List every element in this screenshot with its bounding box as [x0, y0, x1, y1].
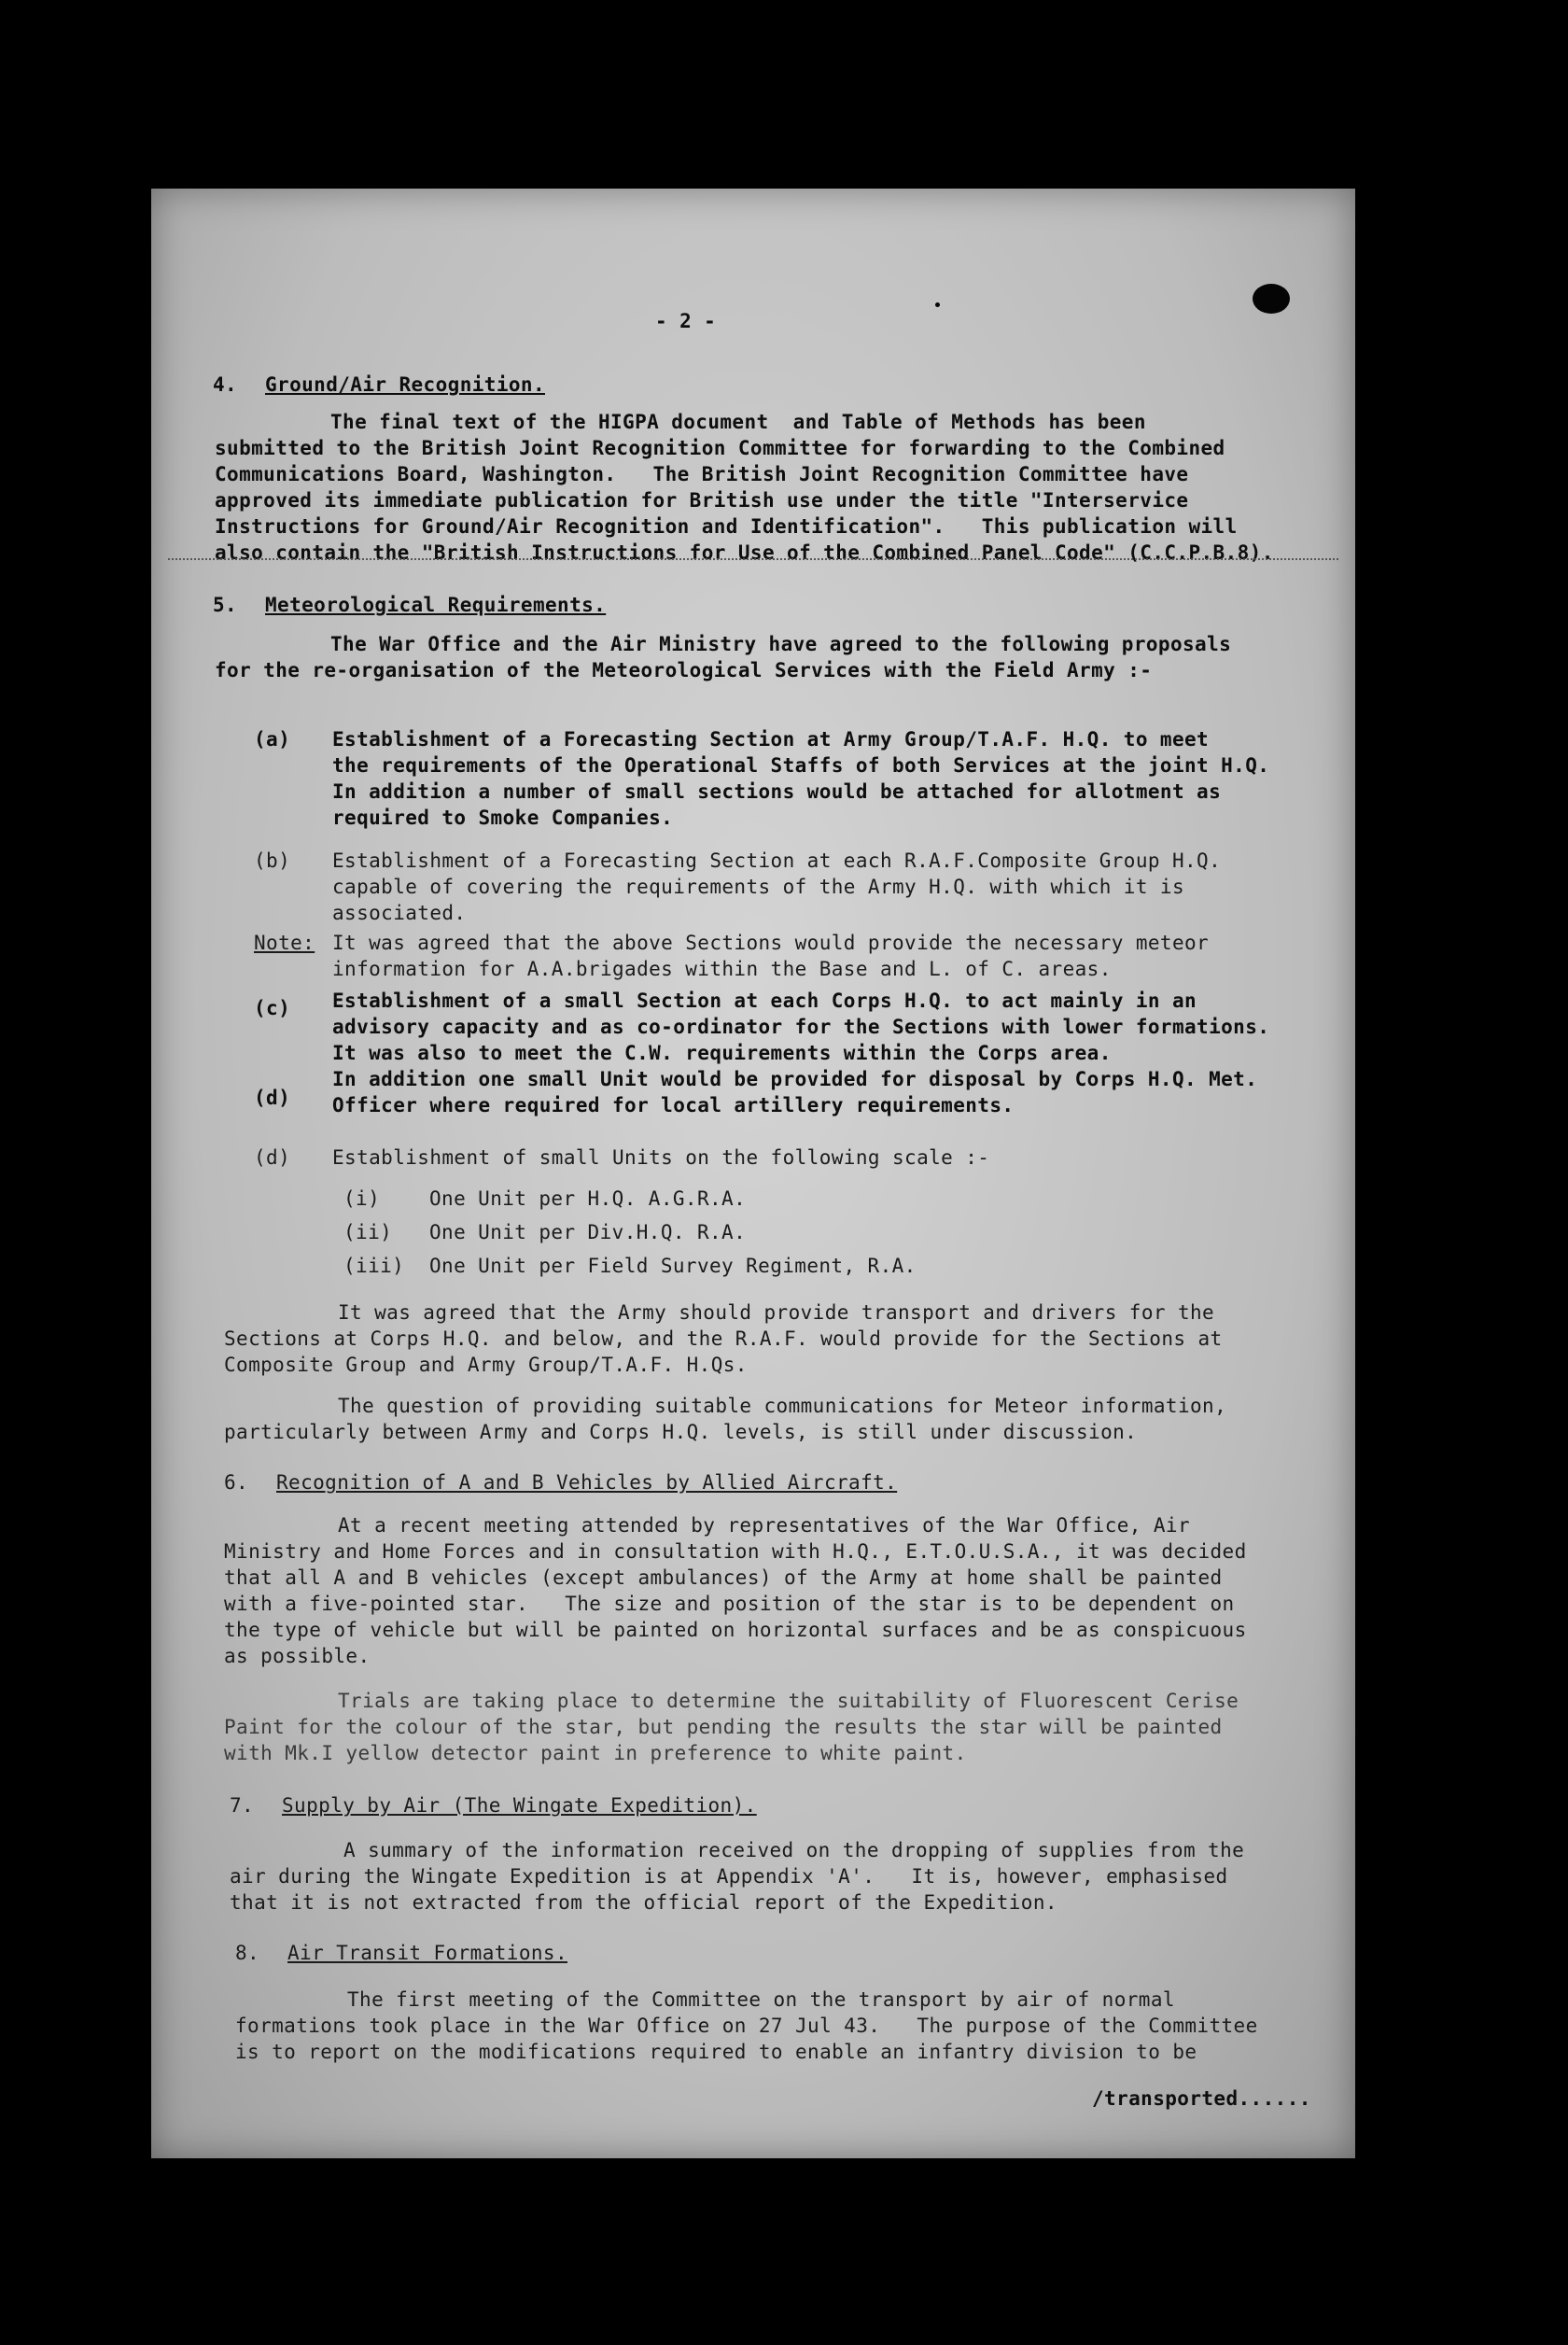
sub-item-label: (i)	[343, 1187, 381, 1210]
text-line: The War Office and the Air Ministry have agreed to the following proposals	[330, 633, 1232, 655]
section-6-number: 6.	[224, 1471, 249, 1494]
text-line: information for A.A.brigades within the Base and L. of C. areas.	[332, 958, 1112, 980]
section-8-number: 8.	[235, 1942, 260, 1964]
text-line: Communications Board, Washington. The British Joint Recognition Committee have	[215, 463, 1189, 485]
section-7-heading: Supply by Air (The Wingate Expedition).	[282, 1794, 757, 1817]
text-line: At a recent meeting attended by representatives of the War Office, Air	[338, 1514, 1191, 1537]
text-line: Paint for the colour of the star, but pending the results the star will be painted	[224, 1716, 1223, 1738]
text-line: It was also to meet the C.W. requirements within the Corps area.	[332, 1042, 1112, 1064]
item-b-label: (b)	[254, 850, 291, 872]
text-line: The first meeting of the Committee on the transport by air of normal	[347, 1988, 1175, 2011]
text-line: the requirements of the Operational Staffs of both Services at the joint H.Q.	[332, 754, 1270, 777]
text-line: The question of providing suitable communications for Meteor information,	[338, 1395, 1227, 1417]
section-5-number: 5.	[213, 594, 238, 616]
ink-blot	[1253, 284, 1290, 314]
text-line: Officer where required for local artillery requirements.	[332, 1094, 1015, 1116]
item-c-label: (c)	[254, 997, 291, 1019]
text-line: Establishment of a Forecasting Section at each R.A.F.Composite Group H.Q.	[332, 850, 1222, 872]
text-line: submitted to the British Joint Recognition Committee for forwarding to the Combined	[215, 437, 1225, 459]
item-a-label: (a)	[254, 728, 291, 751]
section-5-heading: Meteorological Requirements.	[265, 594, 607, 616]
section-6-heading: Recognition of A and B Vehicles by Allied Aircraft.	[276, 1471, 898, 1494]
sub-item-label: (ii)	[343, 1221, 393, 1243]
text-line: Trials are taking place to determine the suitability of Fluorescent Cerise	[338, 1690, 1239, 1712]
text-line: A summary of the information received on the dropping of supplies from the	[343, 1839, 1245, 1861]
text-line: the type of vehicle but will be painted on horizontal surfaces and be as conspicuous	[224, 1619, 1247, 1641]
text-line: with Mk.I yellow detector paint in preference to white paint.	[224, 1742, 967, 1764]
text-line: also contain the "British Instructions for Use of the Combined Panel Code" (C.C.P.B.8).	[215, 541, 1274, 564]
section-4-heading: Ground/Air Recognition.	[265, 373, 545, 396]
text-line: It was agreed that the above Sections would provide the necessary meteor	[332, 932, 1210, 954]
section-7-number: 7.	[230, 1794, 255, 1817]
sub-item-label: (iii)	[343, 1255, 405, 1277]
text-line: required to Smoke Companies.	[332, 807, 674, 829]
section-4-number: 4.	[213, 373, 238, 396]
text-line: as possible.	[224, 1645, 371, 1667]
text-line: Establishment of a Forecasting Section at Army Group/T.A.F. H.Q. to meet	[332, 728, 1210, 751]
text-line: approved its immediate publication for British use under the title "Interservice	[215, 489, 1189, 512]
text-line: In addition a number of small sections would be attached for allotment as	[332, 780, 1222, 803]
text-line: associated.	[332, 902, 467, 924]
text-line: The final text of the HIGPA document and Table of Methods has been	[330, 411, 1146, 433]
text-line: is to report on the modifications required to enable an infantry division to be	[235, 2041, 1197, 2063]
text-line: Establishment of small Units on the following scale :-	[332, 1146, 990, 1169]
text-line: Ministry and Home Forces and in consultation with H.Q., E.T.O.U.S.A., it was decided	[224, 1540, 1247, 1563]
section-8-heading: Air Transit Formations.	[287, 1942, 567, 1964]
text-line: that it is not extracted from the official report of the Expedition.	[230, 1891, 1057, 1914]
text-line: for the re-organisation of the Meteorological Services with the Field Army :-	[215, 659, 1153, 681]
text-line: Instructions for Ground/Air Recognition and Identification". This publication will	[215, 515, 1238, 538]
item-d2-label: (d)	[254, 1146, 291, 1169]
text-line: Composite Group and Army Group/T.A.F. H.Qs.	[224, 1354, 748, 1376]
text-line: air during the Wingate Expedition is at Appendix 'A'. It is, however, emphasised	[230, 1865, 1228, 1888]
text-line: In addition one small Unit would be provided for disposal by Corps H.Q. Met.	[332, 1068, 1258, 1090]
catchword: /transported......	[1092, 2087, 1311, 2110]
text-line: Establishment of a small Section at each Corps H.Q. to act mainly in an	[332, 990, 1197, 1012]
text-line: formations took place in the War Office on 27 Jul 43. The purpose of the Committee	[235, 2015, 1258, 2037]
page-number: - 2 -	[655, 310, 717, 332]
document-page	[151, 189, 1355, 2158]
ink-speck	[935, 302, 940, 307]
text-line: Sections at Corps H.Q. and below, and the R.A.F. would provide for the Sections at	[224, 1327, 1223, 1350]
text-line: capable of covering the requirements of the Army H.Q. with which it is	[332, 876, 1185, 898]
text-line: It was agreed that the Army should provide transport and drivers for the	[338, 1301, 1215, 1324]
note-label: Note:	[254, 932, 315, 954]
fold-line	[168, 558, 1338, 560]
text-line: particularly between Army and Corps H.Q. levels, is still under discussion.	[224, 1421, 1138, 1443]
text-line: advisory capacity and as co-ordinator for the Sections with lower formations.	[332, 1016, 1270, 1038]
sub-item-text: One Unit per Div.H.Q. R.A.	[429, 1221, 747, 1243]
sub-item-text: One Unit per Field Survey Regiment, R.A.	[429, 1255, 917, 1277]
text-line: that all A and B vehicles (except ambulances) of the Army at home shall be painted	[224, 1566, 1223, 1589]
text-line: with a five-pointed star. The size and position of the star is to be dependent on	[224, 1593, 1235, 1615]
item-d1-label: (d)	[254, 1087, 291, 1109]
sub-item-text: One Unit per H.Q. A.G.R.A.	[429, 1187, 747, 1210]
